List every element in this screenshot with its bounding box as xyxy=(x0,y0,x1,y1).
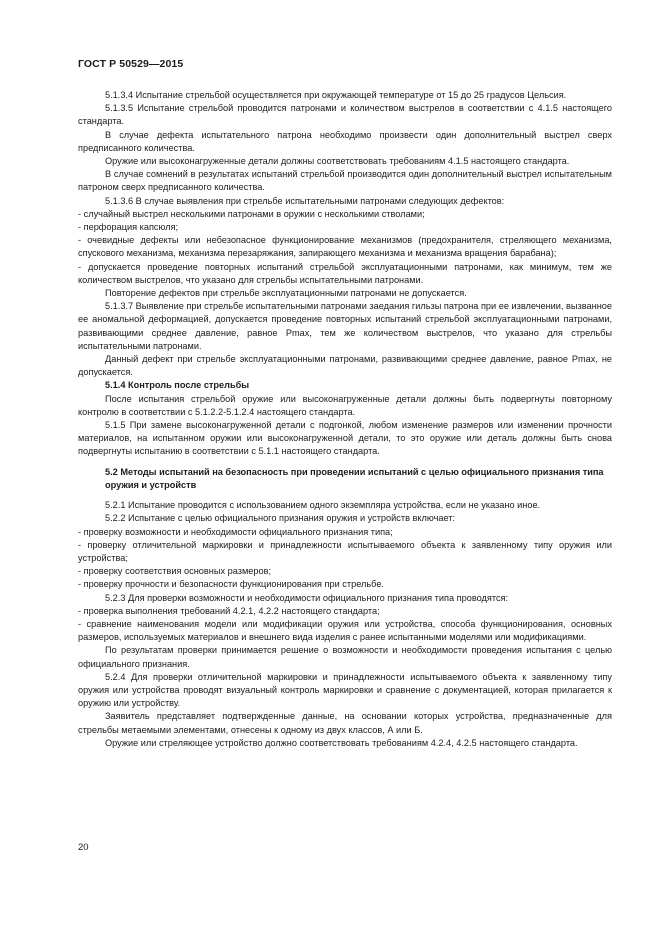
paragraph: Заявитель представляет подтвержденные данные, на основании которых устройства, предназначенные для стрельбы метаемыми элементами, отнесены к одному из двух классов, А или Б. xyxy=(78,711,612,735)
list-item: - проверку возможности и необходимости официального признания типа; xyxy=(78,526,393,537)
paragraph: 5.2.2 Испытание с целью официального признания оружия и устройств включает: xyxy=(105,513,456,524)
paragraph: 5.1.3.4 Испытание стрельбой осуществляется при окружающей температуре от 15 до 25 градусов Цельсия. xyxy=(105,90,567,100)
paragraph: 5.2.4 Для проверки отличительной маркировки и принадлежности испытываемого объекта к заявленному типу оружия или устройства проводят визуальный контроль маркировки и сравнение с документацией, которая прилагается к оружию или устройству. xyxy=(78,671,612,709)
subsection-heading: 5.1.4 Контроль после стрельбы xyxy=(105,380,250,391)
paragraph: 5.1.3.7 Выявление при стрельбе испытательными патронами заедания гильзы патрона при ее извлечении, вызванное ее аномальной деформацией, допускается проведение повторных испытаний стрельбой эксплуатационными патронами, развивающими среднее давление, равное Pmax, тем же количеством выстрелов, что указано для стрельбы испытательными патронами. xyxy=(78,301,612,351)
paragraph: После испытания стрельбой оружие или высоконагруженные детали должны быть подвергнуты повторному контролю в соответствии с 5.1.2.2-5.1.2.4 настоящего стандарта. xyxy=(78,393,612,417)
paragraph: 5.1.3.6 В случае выявления при стрельбе испытательными патронами следующих дефектов: xyxy=(105,195,505,206)
list-item: - случайный выстрел несколькими патронами в оружии с несколькими стволами; xyxy=(78,208,425,219)
list-item: - проверку прочности и безопасности функционирования при стрельбе. xyxy=(78,579,384,590)
page-number: 20 xyxy=(78,842,89,853)
paragraph: В случае сомнений в результатах испытаний стрельбой производится один дополнительный выстрел испытательным патроном сверх предписанного количества. xyxy=(78,169,612,193)
section-heading: 5.2 Методы испытаний на безопасность при проведении испытаний с целью официального признания типа оружия и устройств xyxy=(105,466,604,490)
paragraph: Повторение дефектов при стрельбе эксплуатационными патронами не допускается. xyxy=(105,288,467,299)
list-item: - сравнение наименования модели или модификации оружия или устройства, способа функционирования, основных размеров, используемых материалов и внешнего вида изделия с ранее испытанными моделями или модификациями. xyxy=(78,618,612,643)
list-item: - допускается проведение повторных испытаний стрельбой эксплуатационными патронами, как минимум, тем же количеством выстрелов, что указано для стрельбы испытательными патронами. xyxy=(78,261,612,285)
paragraph: 5.1.3.5 Испытание стрельбой проводится патронами и количеством выстрелов в соответствии с 4.1.5 настоящего стандарта. xyxy=(78,103,612,127)
paragraph: 5.2.1 Испытание проводится с использованием одного экземпляра устройства, если не указано иное. xyxy=(105,500,541,511)
list-item: - проверку соответствия основных размеров; xyxy=(78,566,272,577)
paragraph: Данный дефект при стрельбе эксплуатационными патронами, развивающими среднее давление, равное Pmax, не допускается. xyxy=(78,354,612,378)
paragraph: По результатам проверки принимается решение о возможности и необходимости проведения испытания с целью официального признания. xyxy=(78,645,612,669)
list-item: - перфорация капсюля; xyxy=(78,222,179,233)
list-item: - очевидные дефекты или небезопасное функционирование механизмов (предохранителя, стреляющего механизма, спускового механизма, механизма перезаряжания, запирающего механизма и механизма вращения барабана); xyxy=(78,235,612,259)
paragraph: В случае дефекта испытательного патрона необходимо произвести один дополнительный выстрел сверх предписанного количества. xyxy=(78,129,612,153)
list-item: - проверка выполнения требований 4.2.1, 4.2.2 настоящего стандарта; xyxy=(78,605,380,616)
paragraph: 5.2.3 Для проверки возможности и необходимости официального признания типа проводятся: xyxy=(105,592,509,603)
list-item: - проверку отличительной маркировки и принадлежности испытываемого объекта к заявленному типу оружия или устройства; xyxy=(78,539,612,563)
paragraph: Оружие или высоконагруженные детали должны соответствовать требованиям 4.1.5 настоящего стандарта. xyxy=(105,156,570,167)
paragraph: Оружие или стреляющее устройство должно соответствовать требованиям 4.2.4, 4.2.5 настоящего стандарта. xyxy=(105,737,578,748)
paragraph: 5.1.5 При замене высоконагруженной детали с подгонкой, любом изменение размеров или изменении прочности материалов, на испытанном оружии или высоконагруженной детали, то это оружие или деталь должны быть снова подвергнуты испытанию в соответствии с 5.1.1 настоящего стандарта. xyxy=(78,420,612,457)
document-header: ГОСТ Р 50529—2015 xyxy=(78,58,184,70)
document-body xyxy=(78,89,612,750)
